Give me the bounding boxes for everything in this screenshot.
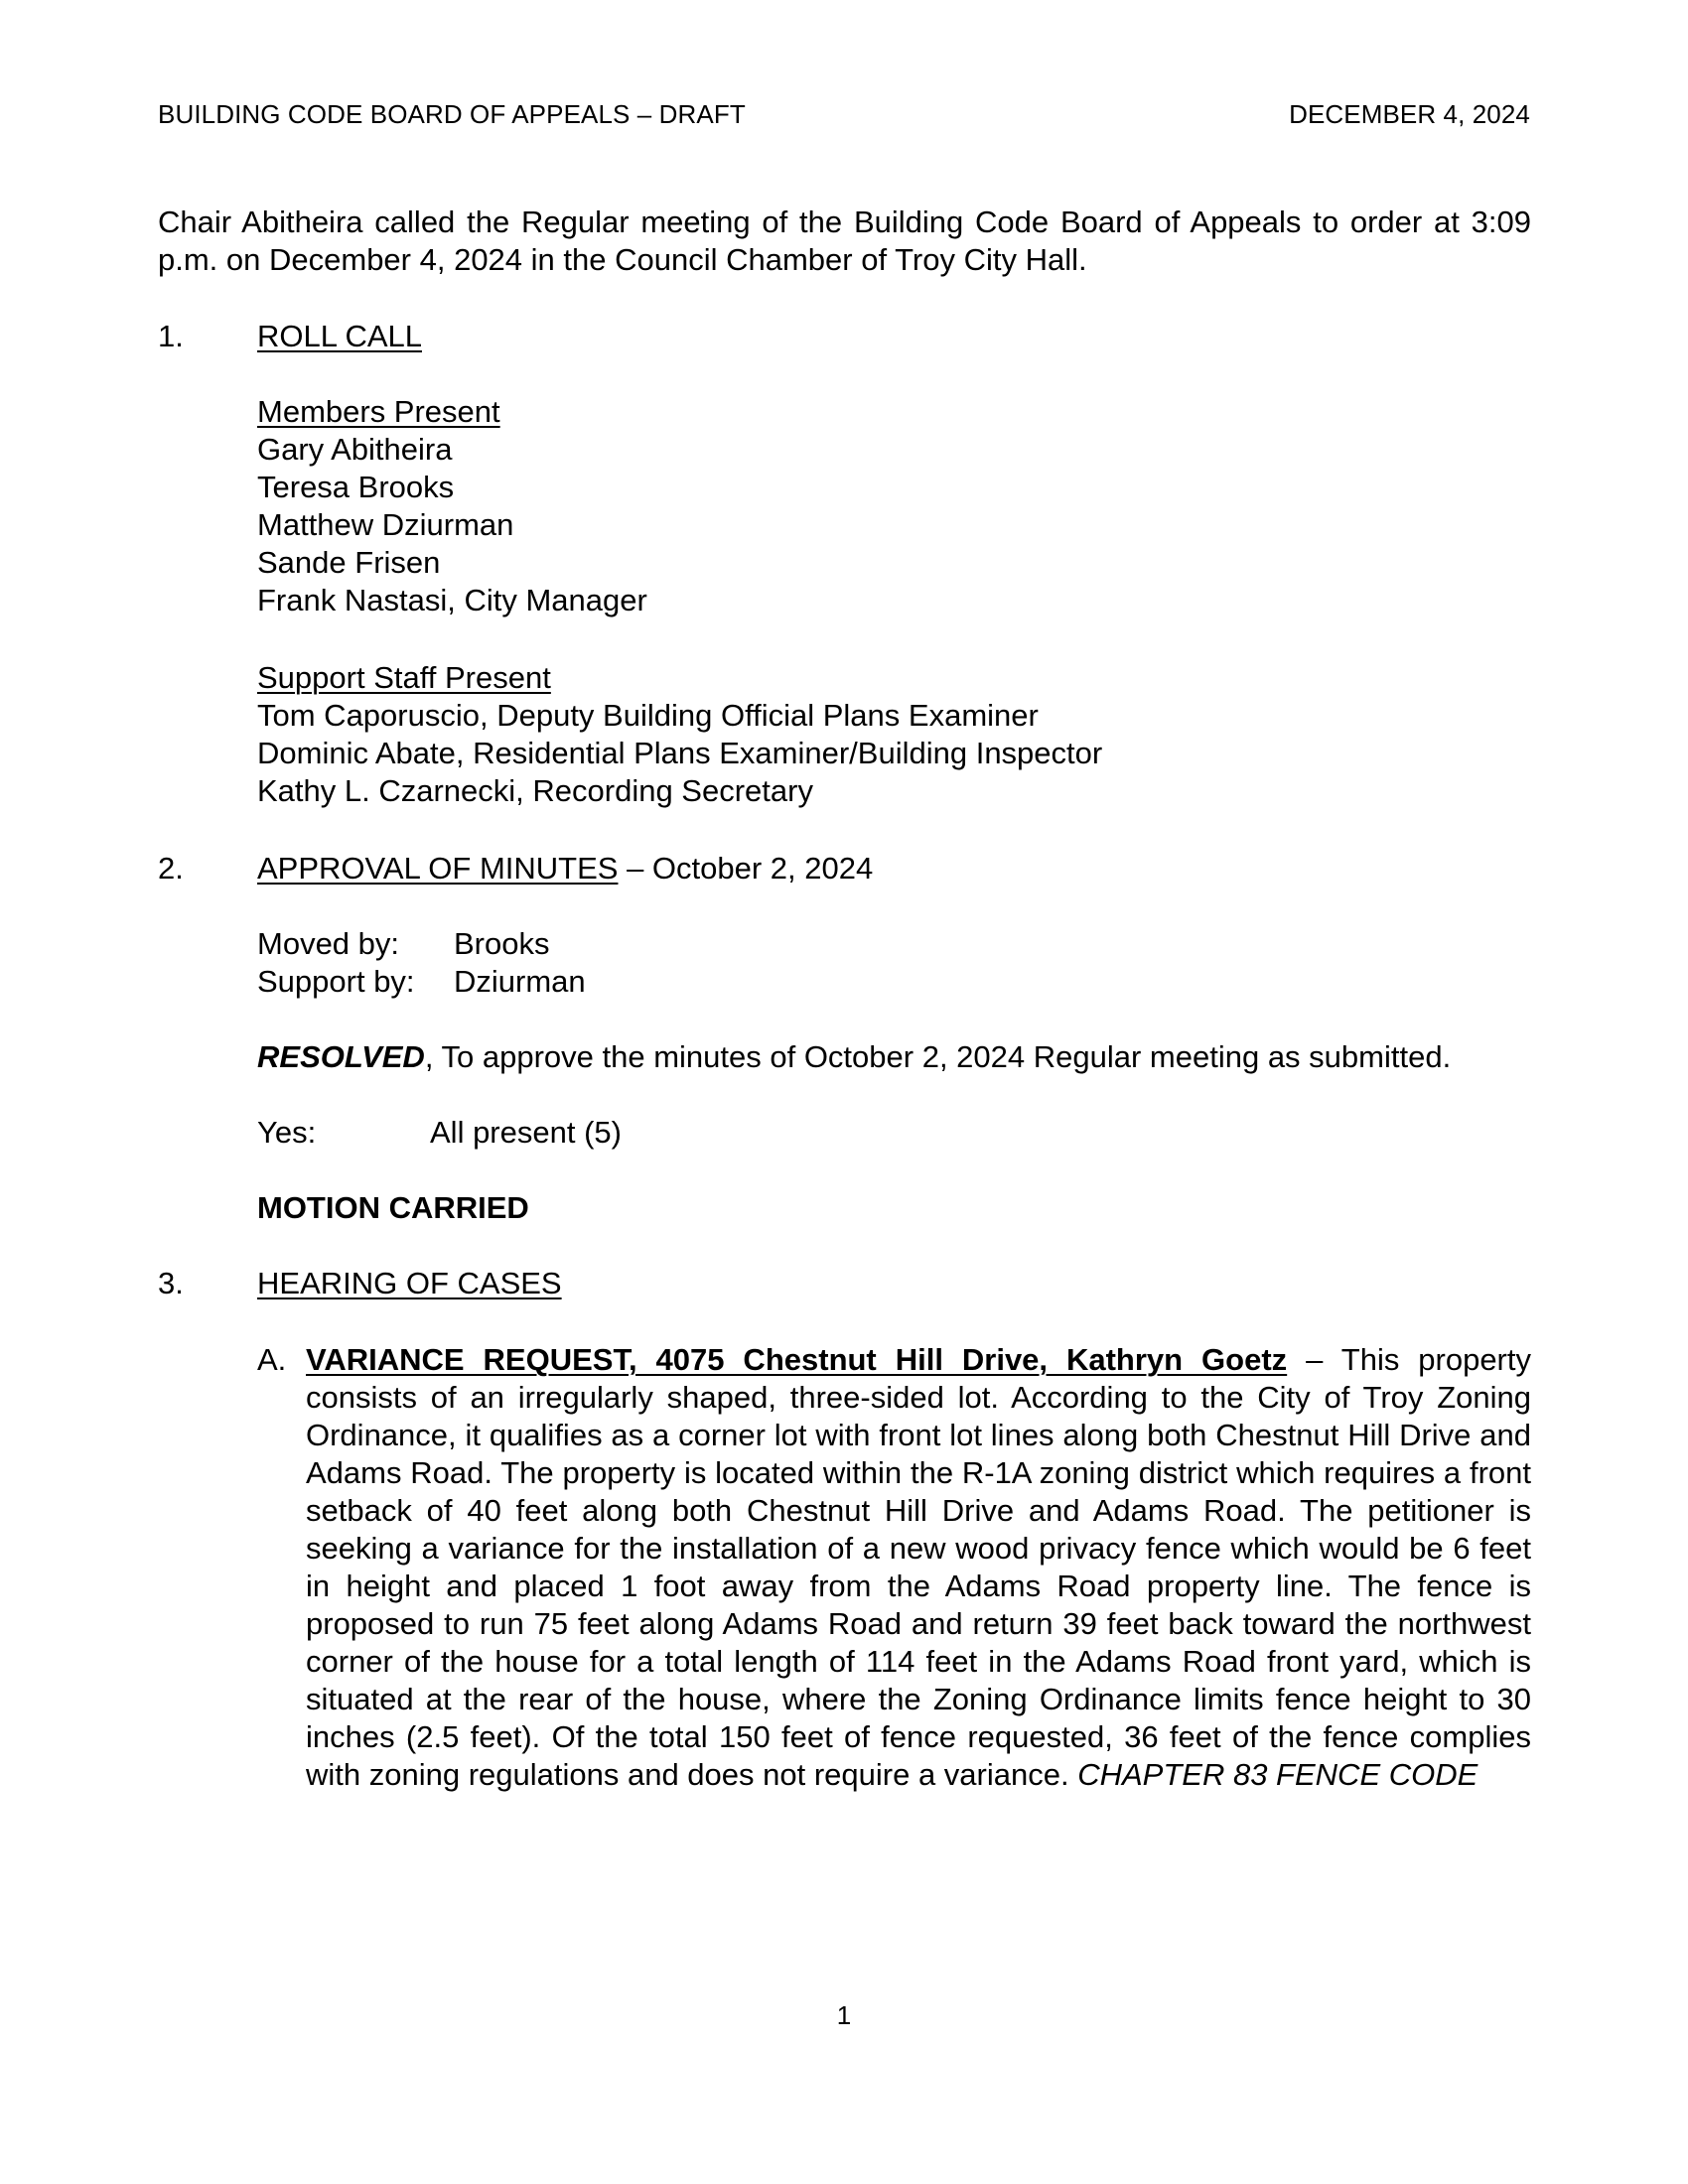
case-description: – This property consists of an irregularly shaped, three-sided lot. According to the City of Troy Zoning Ordinance, it qualifies as a corner lot with front lot lines along both Chestnut Hill Drive and Adams Road. The property is located within the R-1A zoning district which requires a front setback of 40 feet along both Chestnut Hill Drive and Adams Road. The petitioner is seeking a variance for the installation of a new wood privacy fence which would be 6 feet in height and placed 1 foot away from the Adams Road property line. The fence is proposed to run 75 feet along Adams Road and return 39 feet back toward the northwest corner of the house for a total length of 114 feet in the Adams Road front yard, which is situated at the rear of the house, where the Zoning Ordinance limits fence height to 30 inches (2.5 feet). Of the total 150 feet of fence requested, 36 feet of the fence complies with zoning regulations and does not require a variance. [306, 1342, 1531, 1792]
member-name: Teresa Brooks [257, 470, 455, 504]
member-name: Gary Abitheira [257, 432, 453, 467]
support-staff-list [257, 659, 1102, 810]
moved-by-value: Brooks [454, 926, 550, 961]
case-code-reference: CHAPTER 83 FENCE CODE [1077, 1757, 1478, 1792]
member-name: Sande Frisen [257, 545, 441, 580]
page-number: 1 [836, 2000, 852, 2030]
staff-name: Tom Caporuscio, Deputy Building Official Plans Examiner [257, 698, 1039, 733]
support-staff-heading: Support Staff Present [257, 660, 551, 695]
section-number-roll-call: 1. [158, 319, 184, 353]
support-by-label: Support by: [257, 964, 415, 999]
vote-value: All present (5) [430, 1115, 622, 1150]
intro-paragraph: Chair Abitheira called the Regular meeting of the Building Code Board of Appeals to order at 3:09 p.m. on December 4, 2024 in the Council Chamber of Troy City Hall. [158, 205, 1531, 277]
header-title: BUILDING CODE BOARD OF APPEALS – DRAFT [158, 99, 746, 129]
resolved-body: , To approve the minutes of October 2, 2024 Regular meeting as submitted. [424, 1039, 1452, 1074]
section-title-minutes: APPROVAL OF MINUTES [257, 851, 619, 886]
case-letter: A. [257, 1342, 287, 1377]
section-title-hearing: HEARING OF CASES [257, 1266, 562, 1300]
resolution-text [257, 1038, 1531, 1076]
member-name: Frank Nastasi, City Manager [257, 583, 647, 617]
moved-by-row [257, 925, 549, 963]
staff-name: Dominic Abate, Residential Plans Examiner/Building Inspector [257, 736, 1103, 770]
support-by-value: Dziurman [454, 964, 586, 999]
section-heading-minutes [257, 850, 873, 887]
staff-name: Kathy L. Czarnecki, Recording Secretary [257, 773, 813, 808]
resolved-keyword: RESOLVED [257, 1039, 425, 1074]
vote-label: Yes: [257, 1115, 317, 1150]
motion-carried: MOTION CARRIED [257, 1190, 529, 1225]
case-title: VARIANCE REQUEST, 4075 Chestnut Hill Drive, Kathryn Goetz [306, 1342, 1288, 1377]
section-number-minutes: 2. [158, 851, 184, 886]
members-present-heading: Members Present [257, 394, 500, 429]
section-title-roll-call: ROLL CALL [257, 319, 422, 353]
minutes-date: – October 2, 2024 [618, 851, 874, 886]
moved-by-label: Moved by: [257, 926, 400, 961]
member-name: Matthew Dziurman [257, 507, 514, 542]
members-present-list [257, 393, 647, 619]
case-paragraph [306, 1341, 1531, 1794]
support-by-row [257, 963, 586, 1001]
vote-row [257, 1114, 622, 1152]
header-date: DECEMBER 4, 2024 [1289, 99, 1530, 129]
section-number-hearing: 3. [158, 1266, 184, 1300]
